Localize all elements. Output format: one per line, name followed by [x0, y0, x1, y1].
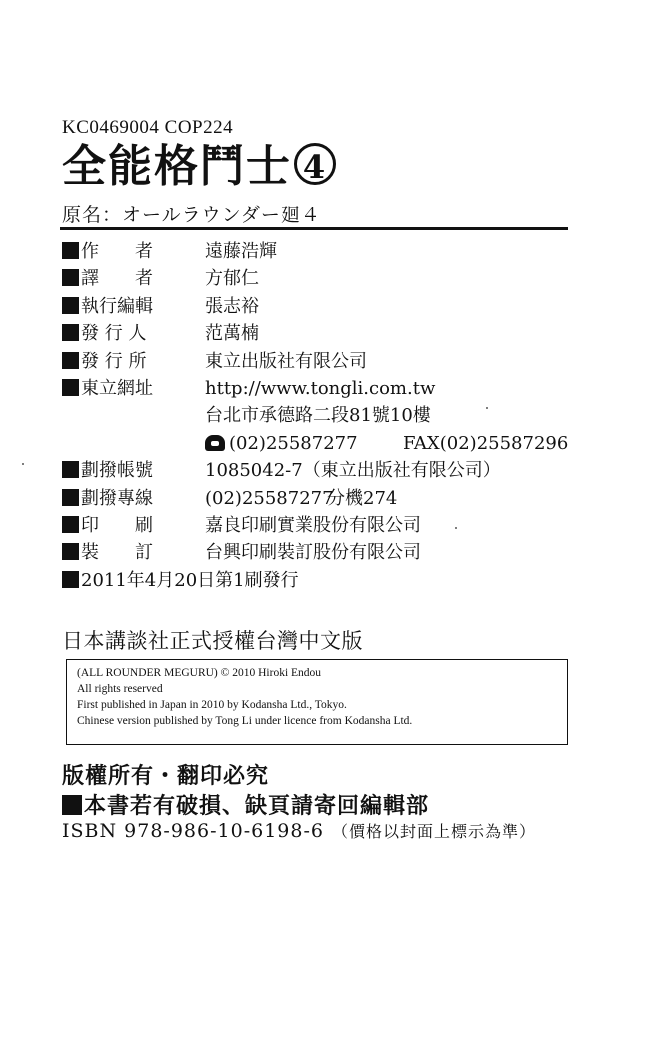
license-heading: 日本講談社正式授權台灣中文版: [62, 629, 363, 653]
credits-block: [62, 238, 569, 594]
telephone-icon: [205, 435, 225, 451]
extension-number: 分機274: [327, 487, 398, 509]
credit-row-website: [62, 375, 436, 402]
square-bullet-icon: [62, 324, 79, 341]
credit-label: 劃撥帳號: [81, 460, 153, 482]
square-bullet-icon: [62, 543, 79, 560]
damage-notice: [62, 789, 429, 820]
credit-row-postal-line: [62, 485, 398, 512]
scan-speck: [455, 527, 457, 529]
volume-number-badge: 4: [294, 143, 336, 185]
credit-label: 作 者: [81, 241, 153, 262]
credit-label: 劃撥專線: [81, 487, 153, 509]
credit-value: 方郁仁: [205, 268, 259, 290]
contact-row: [62, 430, 569, 457]
title-text: 全能格鬥士: [62, 141, 292, 192]
square-bullet-icon: [62, 242, 79, 259]
square-bullet-icon: [62, 516, 79, 533]
square-bullet-icon: [62, 795, 82, 815]
credit-value: 張志裕: [205, 295, 259, 317]
square-bullet-icon: [62, 489, 79, 506]
credit-value: 台興印刷裝訂股份有限公司: [205, 542, 421, 564]
phone-number: [205, 430, 358, 457]
credit-label: 譯 者: [81, 268, 153, 290]
credit-label: 印 刷: [81, 514, 153, 536]
credit-label: 裝 訂: [81, 542, 153, 564]
credit-row-editor: [62, 293, 299, 320]
copyright-box: [66, 659, 568, 745]
square-bullet-icon: [62, 352, 79, 369]
divider-line: [60, 227, 568, 230]
copyright-line: All rights reserved: [77, 683, 163, 695]
credit-value: 遠藤浩輝: [205, 241, 277, 262]
damage-notice-text: 本書若有破損、缺頁請寄回編輯部: [84, 793, 430, 819]
website-url: http://www.tongli.com.tw: [205, 377, 436, 399]
copyright-line: (ALL ROUNDER MEGURU) © 2010 Hiroki Endou: [77, 667, 322, 679]
credit-row-author: [62, 238, 299, 265]
credit-row-publishing-house: [62, 348, 367, 375]
credit-value: 東立出版社有限公司: [205, 350, 367, 372]
first-print-date: 2011年4月20日第1刷發行: [81, 569, 299, 591]
credit-label: 發 行 所: [81, 350, 147, 372]
square-bullet-icon: [62, 379, 79, 396]
address-row: [62, 402, 431, 429]
square-bullet-icon: [62, 571, 79, 588]
fax-number: FAX(02)25587296: [403, 432, 569, 454]
catalog-code: KC0469004 COP224: [62, 117, 234, 138]
isbn-number: ISBN 978-986-10-6198-6: [62, 820, 324, 842]
scan-speck: [486, 407, 488, 409]
square-bullet-icon: [62, 269, 79, 286]
credit-row-publisher: [62, 320, 299, 347]
credit-label: 發 行 人: [81, 323, 147, 345]
price-note: （價格以封面上標示為準）: [331, 822, 536, 841]
original-title: 原名：オールラウンダー廻４: [62, 204, 321, 226]
credit-value: (02)25587277: [205, 487, 334, 509]
phone-text: (02)25587277: [229, 432, 358, 454]
square-bullet-icon: [62, 461, 79, 478]
copyright-line: Chinese version published by Tong Li under licence from Kodansha Ltd.: [77, 715, 413, 727]
book-title: [62, 139, 336, 195]
scan-speck: [22, 463, 24, 465]
credit-row-postal-account: [62, 457, 501, 484]
credit-value: 1085042-7（東立出版社有限公司）: [205, 460, 501, 482]
rights-notice: 版權所有・翻印必究: [62, 763, 270, 789]
first-print-row: [62, 567, 299, 594]
square-bullet-icon: [62, 297, 79, 314]
copyright-line: First published in Japan in 2010 by Kodansha Ltd., Tokyo.: [77, 699, 347, 711]
credit-label: 東立網址: [81, 377, 153, 399]
credit-value: 嘉良印刷實業股份有限公司: [205, 514, 421, 536]
credit-row-printer: [62, 512, 421, 539]
credit-row-binder: [62, 539, 421, 566]
isbn-line: [62, 819, 536, 842]
address-text: 台北市承德路二段81號10樓: [205, 405, 431, 427]
credit-value: 范萬楠: [205, 323, 259, 345]
credit-row-translator: [62, 265, 299, 292]
credit-label: 執行編輯: [81, 295, 153, 317]
